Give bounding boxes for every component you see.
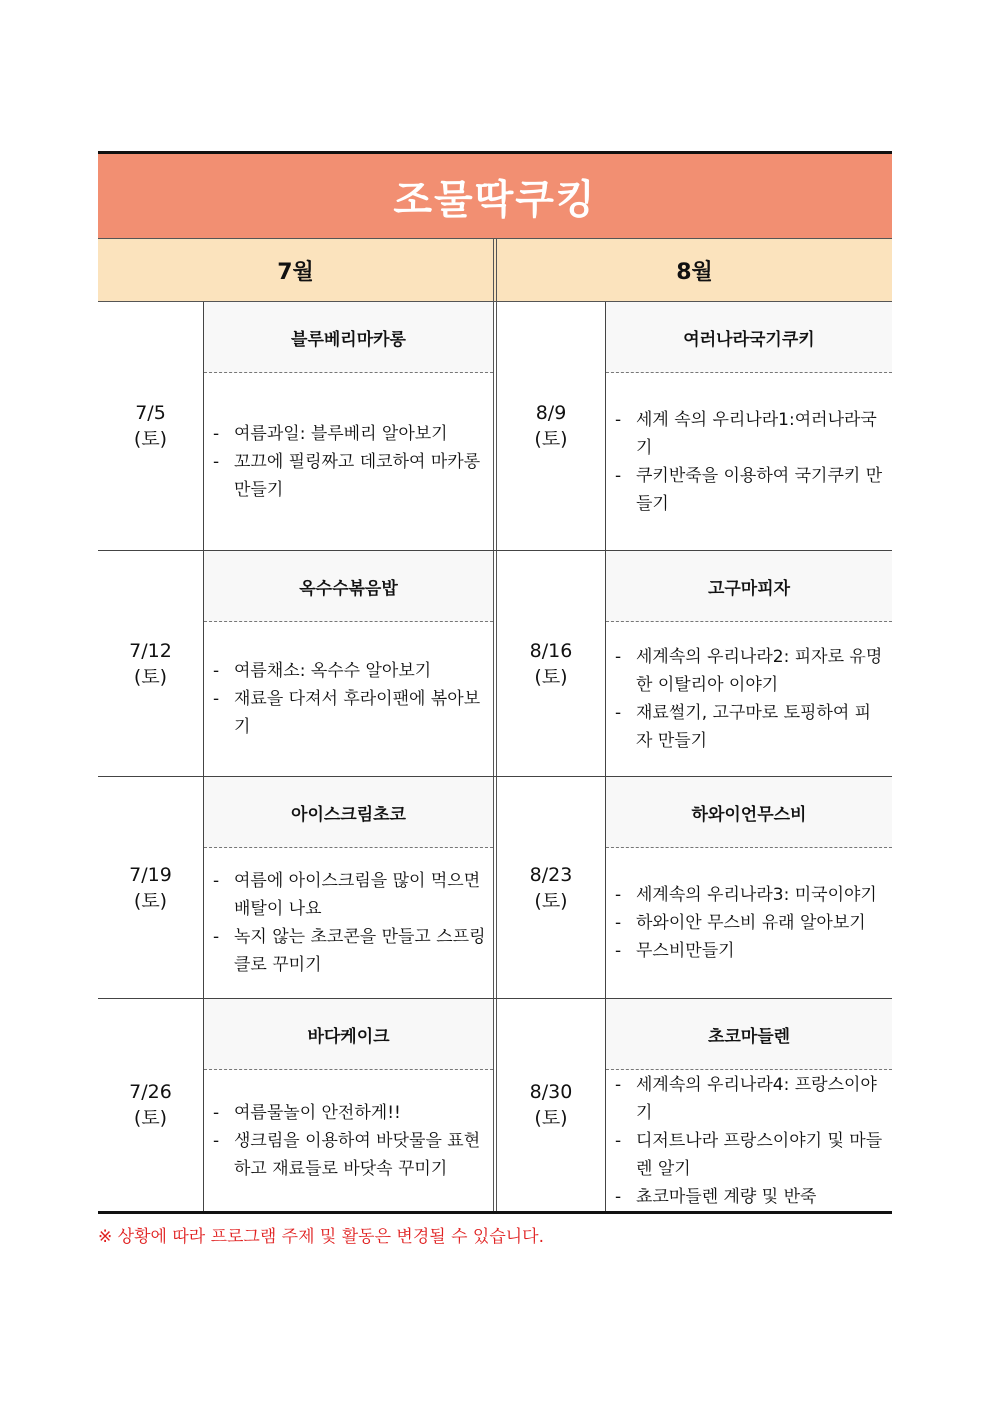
session-date [497, 777, 606, 998]
day-label: (토) [534, 889, 568, 912]
description-item [615, 909, 886, 937]
day-label: (토) [133, 889, 168, 912]
activity-description [204, 848, 493, 998]
program-table [98, 151, 892, 1214]
description-item [213, 1127, 487, 1183]
activity-description [606, 848, 892, 998]
notice-text: ※ 상황에 따라 프로그램 주제 및 활동은 변경될 수 있습니다. [98, 1227, 544, 1247]
description-item [213, 448, 487, 504]
description-item [213, 657, 487, 685]
activity-description [204, 373, 493, 550]
item-text: 여름에 아이스크림을 많이 먹으면 배탈이 나요 [234, 871, 481, 919]
item-text: 쵸코마들렌 계량 및 반죽 [636, 1186, 817, 1207]
session-date [98, 777, 204, 998]
dash-bullet: - [213, 423, 220, 444]
description-item [213, 923, 487, 979]
item-text: 여름과일: 블루베리 알아보기 [234, 423, 448, 444]
schedule-rows [98, 302, 892, 1214]
activity-name: 옥수수볶음밥 [204, 551, 493, 622]
item-text: 녹지 않는 초코콘을 만들고 스프링클로 꾸미기 [234, 927, 486, 975]
item-text: 세계속의 우리나라2: 피자로 유명한 이탈리아 이야기 [636, 647, 883, 695]
item-text: 세계 속의 우리나라1:여러나라국기 [636, 409, 877, 458]
activity-cell [606, 551, 892, 776]
description-item [615, 699, 886, 755]
item-text: 세계속의 우리나라4: 프랑스이야기 [636, 1074, 877, 1123]
item-text: 디저트나라 프랑스이야기 및 마들렌 알기 [636, 1130, 883, 1179]
activity-description [606, 1070, 892, 1211]
date-label: 8/30 [529, 1081, 573, 1103]
dash-bullet: - [615, 1130, 622, 1151]
day-label: (토) [534, 1107, 568, 1129]
description-item [615, 1183, 886, 1211]
dash-bullet: - [615, 647, 622, 667]
activity-cell [606, 302, 892, 550]
date-label: 7/19 [129, 863, 172, 886]
date-label: 8/16 [529, 639, 573, 662]
description-item [615, 462, 886, 518]
activity-cell [606, 999, 892, 1211]
dash-bullet: - [615, 885, 622, 905]
dash-bullet: - [213, 1102, 220, 1123]
session-date [98, 999, 204, 1211]
schedule-row [98, 999, 892, 1214]
month-august: 8월 [676, 259, 713, 285]
dash-bullet: - [213, 689, 220, 709]
dash-bullet: - [615, 703, 622, 723]
activity-description [204, 1070, 493, 1211]
dash-bullet: - [213, 927, 220, 947]
session-date [497, 302, 606, 550]
dash-bullet: - [615, 913, 622, 933]
schedule-row [98, 551, 892, 777]
description-item [615, 406, 886, 462]
item-text: 무스비만들기 [636, 941, 735, 961]
description-item [615, 1127, 886, 1183]
date-label: 7/5 [135, 402, 166, 424]
description-item [213, 1099, 487, 1127]
day-label: (토) [534, 428, 568, 450]
description-item [213, 867, 487, 923]
month-july: 7월 [98, 239, 497, 301]
activity-description [606, 373, 892, 550]
date-label: 8/9 [535, 402, 567, 424]
activity-cell [606, 777, 892, 998]
session-date [98, 551, 204, 776]
schedule-row [98, 302, 892, 551]
session-date [497, 999, 606, 1211]
activity-description [606, 622, 892, 776]
item-text: 생크림을 이용하여 바닷물을 표현하고 재료들로 바닷속 꾸미기 [234, 1130, 481, 1179]
activity-name: 고구마피자 [606, 551, 892, 622]
activity-cell [204, 777, 497, 998]
activity-name: 바다케이크 [204, 999, 493, 1070]
dash-bullet: - [615, 1186, 622, 1207]
dash-bullet: - [213, 661, 220, 681]
activity-cell [204, 999, 497, 1211]
activity-cell [204, 302, 497, 550]
dash-bullet: - [213, 1130, 220, 1151]
item-text: 세계속의 우리나라3: 미국이야기 [636, 885, 877, 905]
item-text: 재료을 다져서 후라이팬에 볶아보기 [234, 689, 481, 737]
day-label: (토) [133, 1107, 168, 1129]
dash-bullet: - [615, 1074, 622, 1095]
item-text: 쿠키반죽을 이용하여 국기쿠키 만들기 [636, 465, 883, 514]
item-text: 하와이안 무스비 유래 알아보기 [636, 913, 866, 933]
dash-bullet: - [615, 465, 622, 486]
item-text: 여름물놀이 안전하게!! [234, 1102, 401, 1123]
activity-cell [204, 551, 497, 776]
description-item [213, 685, 487, 741]
description-item [615, 937, 886, 965]
description-item [615, 881, 886, 909]
activity-description [204, 622, 493, 776]
description-item [615, 643, 886, 699]
day-label: (토) [534, 665, 568, 688]
dash-bullet: - [213, 451, 220, 472]
activity-name: 아이스크림초코 [204, 777, 493, 848]
session-date [497, 551, 606, 776]
item-text: 여름채소: 옥수수 알아보기 [234, 661, 432, 681]
schedule-row [98, 777, 892, 999]
day-label: (토) [133, 665, 168, 688]
activity-name: 블루베리마카롱 [204, 302, 493, 373]
dash-bullet: - [213, 871, 220, 891]
item-text: 재료썰기, 고구마로 토핑하여 피자 만들기 [636, 703, 872, 751]
activity-name: 초코마들렌 [606, 999, 892, 1070]
date-label: 7/26 [129, 1081, 172, 1103]
item-text: 꼬끄에 필링짜고 데코하여 마카롱 만들기 [234, 451, 481, 500]
description-item [615, 1071, 886, 1127]
program-title: 조물딱쿠킹 [98, 151, 892, 239]
day-label: (토) [133, 428, 168, 450]
date-label: 7/12 [129, 639, 172, 662]
dash-bullet: - [615, 409, 622, 430]
month-header [98, 239, 892, 302]
date-label: 8/23 [529, 863, 573, 886]
session-date [98, 302, 204, 550]
activity-name: 하와이언무스비 [606, 777, 892, 848]
description-item [213, 420, 487, 448]
activity-name: 여러나라국기쿠키 [606, 302, 892, 373]
dash-bullet: - [615, 941, 622, 961]
